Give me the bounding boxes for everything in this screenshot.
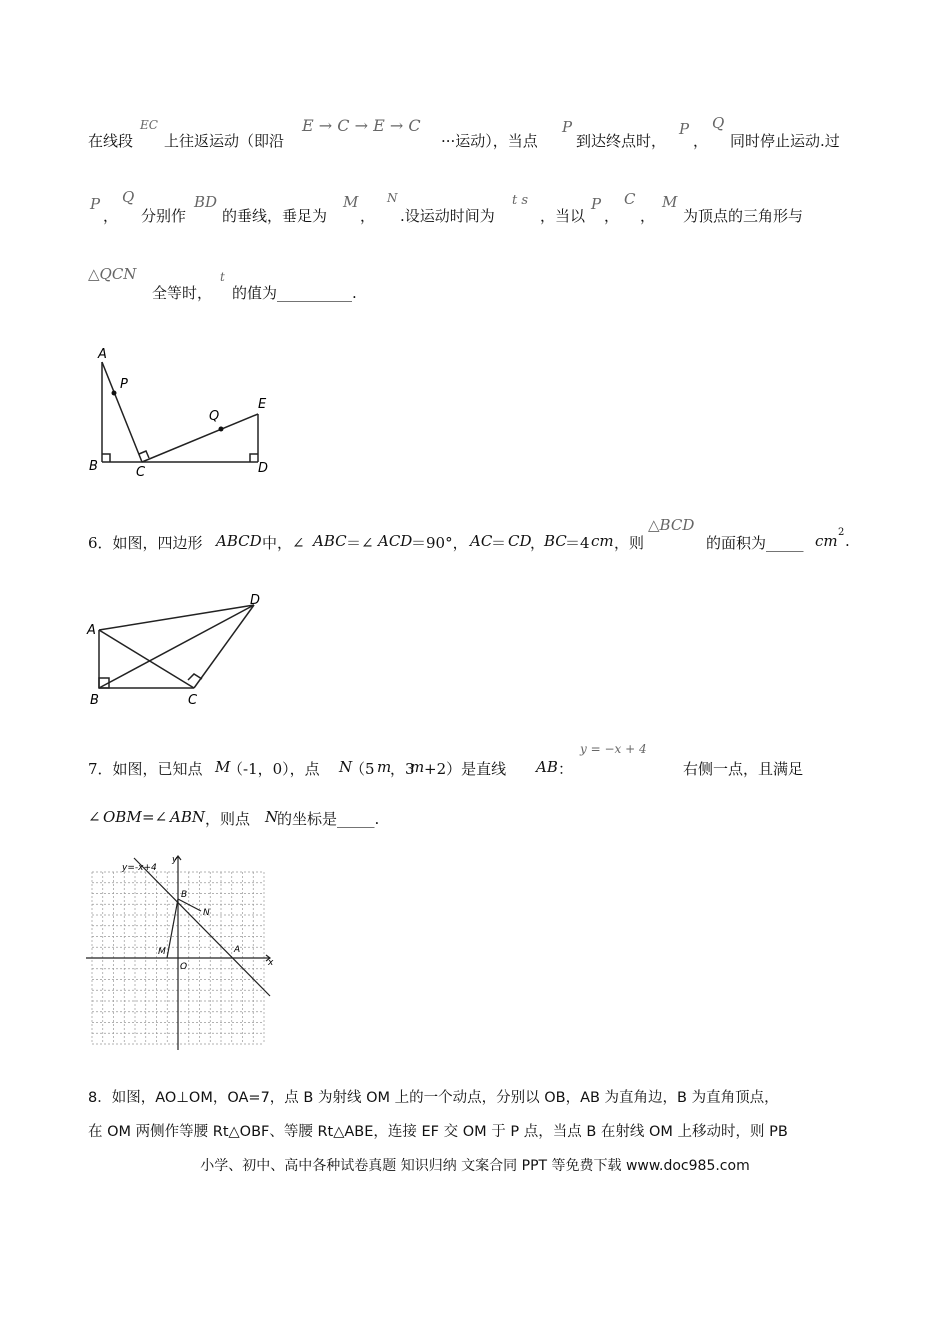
q5-line2-comma4: ， [640,207,656,225]
q7-text-c: （5 [350,760,375,778]
q5-line2-d: ，当以 [540,207,586,225]
q7-text-a: 7．如图，已知点 [88,760,203,778]
segment-ce [142,414,258,462]
q5-comma: ， [693,132,709,150]
label-d: D [250,593,261,608]
q7-m: M [215,758,231,776]
page-footer: 小学、初中、高中各种试卷真题 知识归纳 文案合同 PPT 等免费下载 www.doc985.com [200,1158,750,1174]
label-a: A [98,347,107,362]
q6-abc: ABC [313,532,347,550]
label-e: E [258,397,267,412]
q6-figure [84,590,284,715]
label-a: A [87,623,96,638]
label-p: P [120,377,128,392]
label-b: B [89,459,98,474]
label-q: Q [209,409,220,424]
q7-m1: m [377,758,392,776]
q5-p: P [562,118,573,136]
right-angle-b [102,454,110,462]
q5-q: Q [712,114,725,132]
segment-bn [178,899,201,911]
q7-line2-b: =∠ [142,808,168,826]
q5-line3-a: 全等时， [152,284,213,302]
q7-n: N [339,758,353,776]
q5-line2-comma3: ， [604,207,620,225]
q8-line1: 8．如图，AO⊥OM，OA=7，点 B 为射线 OM 上的一个动点，分别以 OB，AB 为直角边，B 为直角顶点， [88,1090,779,1106]
q5-line1-a: 在线段 [88,132,134,150]
q5-qcn: △QCN [88,265,137,283]
point-q [219,427,224,432]
q6-text-b: 中，∠ [262,534,305,552]
q6-bc: BC [544,532,567,550]
q6-text-a: 6．如图，四边形 [88,534,203,552]
q5-line2-q: Q [122,188,135,206]
q5-line2-p: P [90,195,101,213]
right-angle-d [250,454,258,462]
q6-cm: cm [591,532,614,550]
q7-n2: N [265,808,279,826]
q6-text-g: ＝4 [565,534,590,552]
label-d: D [258,461,269,476]
q5-line2-a: 分别作 [141,207,187,225]
q6-acd: ACD [378,532,413,550]
line-ab [134,858,270,996]
point-p [112,391,117,396]
q5-line2-c: .设运动时间为 [400,207,495,225]
label-b: B [90,693,99,708]
q5-t: t [220,270,225,284]
q5-line3-b: 的值为__________. [232,284,357,302]
q7-text-g: 右侧一点，且满足 [683,760,804,778]
q5-line1-c: ···运动），当点 [441,132,538,150]
segment-cd [194,605,254,688]
q6-cd: CD [508,532,532,550]
q7-line2-c: ，则点 [205,810,251,828]
q5-line2-e: 为顶点的三角形与 [683,207,804,225]
q6-ac: AC [470,532,493,550]
q5-p3: P [591,195,602,213]
q5-p2: P [679,120,690,138]
q5-c: C [624,190,636,208]
q5-line1-e: 同时停止运动.过 [730,132,840,150]
q5-figure [84,342,284,482]
segment-ac [99,630,194,688]
q7-line2-d: 的坐标是_____. [277,810,380,828]
q5-m: M [343,193,359,211]
q7-text-e: +2）是直线 [424,760,507,778]
segment-bm [167,899,178,958]
q7-figure [84,850,284,1055]
q7-text-d: ，3 [390,760,415,778]
q6-sup: 2 [838,527,845,538]
q6-text-i: 的面积为_____ [706,534,804,552]
q6-text-h: ，则 [614,534,645,552]
q7-abn: ABN [170,808,205,826]
label-y: y [172,855,178,865]
label-c: C [188,693,198,708]
q6-text-c: ＝∠ [346,534,374,552]
label-m: M [158,947,166,957]
q5-line1-d: 到达终点时， [576,132,667,150]
label-x: x [268,958,274,968]
q6-bcd: △BCD [648,516,695,534]
q7-ab: AB [536,758,558,776]
label-eq: y=-x+4 [122,863,157,873]
label-b: B [181,890,188,900]
label-a: A [234,945,241,955]
q6-abcd: ABCD [216,532,262,550]
q7-eq: y = −x + 4 [580,742,647,756]
q7-line2-a: ∠ [88,808,101,826]
q5-path-expr: E → C → E → C [302,116,421,135]
label-o: O [180,962,188,972]
q5-ts: t s [512,193,529,208]
q6-text-j: . [845,532,850,550]
q6-text-f: ， [530,534,546,552]
q7-text-f: ： [558,760,574,778]
label-c: C [136,465,146,480]
q8-line2: 在 OM 两侧作等腰 Rt△OBF、等腰 Rt△ABE，连接 EF 交 OM 于 P 点，当点 B 在射线 OM 上移动时，则 PB [88,1124,788,1140]
q5-n: N [387,191,398,205]
q5-line2-comma2: ， [360,207,376,225]
q7-text-b: （-1，0），点 [228,760,320,778]
q7-obm: OBM [103,808,142,826]
q6-text-d: ＝90°， [411,534,468,552]
q5-m2: M [662,193,678,211]
q5-bd: BD [194,193,218,211]
q5-line2-comma: ， [103,207,119,225]
q6-text-e: ＝ [491,534,507,552]
q7-m2: m [410,758,425,776]
q6-cm2: cm [815,532,838,550]
q5-ec: EC [140,118,158,132]
q5-line2-b: 的垂线，垂足为 [222,207,328,225]
label-n: N [203,908,210,918]
q5-line1-b: 上往返运动（即沿 [164,132,285,150]
